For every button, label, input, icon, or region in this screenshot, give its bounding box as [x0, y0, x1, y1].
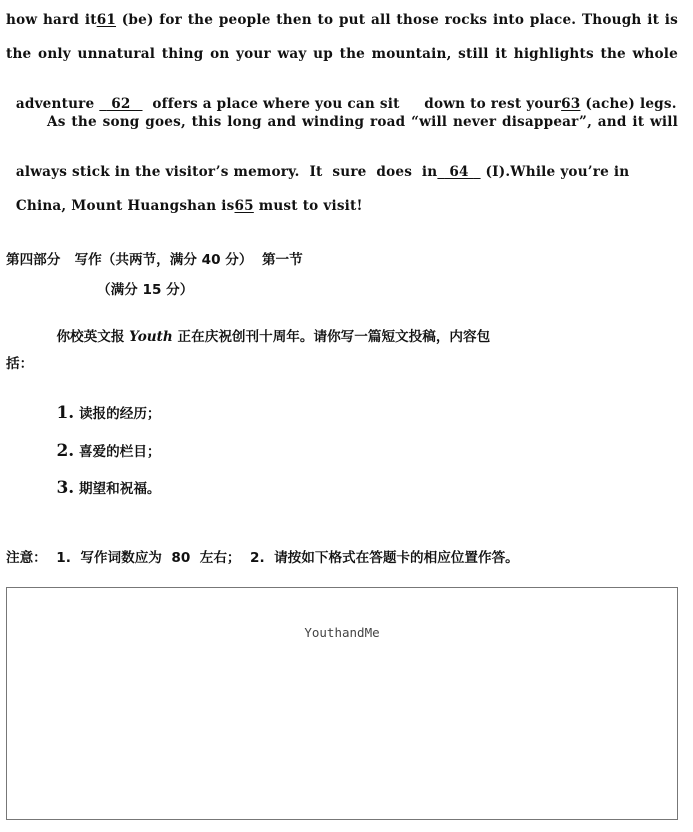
passage-text: (ache) legs.: [580, 96, 677, 112]
passage-line-5: [6, 148, 629, 180]
list-item: 1. 读报的经历；: [56, 403, 161, 423]
passage-text: (I).While you’re in: [480, 164, 630, 180]
passage-text: must to visit!: [253, 198, 363, 214]
blank-64: 64: [444, 164, 474, 180]
passage-line-2: the only unnatural thing on your way up the mountain, still it highlights the whole: [6, 46, 678, 62]
passage-text: (be) for the people then to put all those rocks into place. Though it is: [116, 12, 678, 28]
instructions-note: 注意： 1. 写作词数应为 80 左右； 2. 请按如下格式在答题卡的相应位置作答。: [6, 550, 519, 566]
section-heading: 第四部分 写作（共两节，满分 40 分） 第一节: [6, 252, 303, 268]
blank-63: 63: [561, 96, 581, 112]
passage-line-1: [6, 12, 678, 28]
list-item: 3. 期望和祝福。: [56, 478, 161, 498]
blank-65: 65: [234, 198, 254, 214]
passage-line-6: [6, 182, 363, 214]
writing-prompt: 你校英文报 Youth 正在庆祝创刊十周年。请你写一篇短文投稿，内容包: [56, 329, 491, 345]
blank-62: 62: [106, 96, 136, 112]
passage-line-4: As the song goes, this long and winding road “will never disappear”, and it will: [47, 114, 678, 130]
answer-box-title: YouthandMe: [304, 625, 380, 640]
passage-text: how hard it: [6, 12, 97, 28]
section-subheading: （满分 15 分）: [97, 282, 194, 298]
passage-text: adventure: [15, 96, 100, 112]
newspaper-name: Youth: [129, 329, 173, 345]
passage-line-3: [6, 80, 677, 112]
blank-61: 61: [96, 12, 117, 28]
passage-text: always stick in the visitor’s memory. It sure does in: [15, 164, 438, 180]
list-item: 2. 喜爱的栏目；: [56, 441, 161, 461]
writing-prompt-continued: 括：: [6, 356, 34, 372]
passage-text: China, Mount Huangshan is: [15, 198, 235, 214]
answer-box[interactable]: [6, 587, 678, 820]
passage-text: offers a place where you can sit down to rest your: [142, 96, 562, 112]
